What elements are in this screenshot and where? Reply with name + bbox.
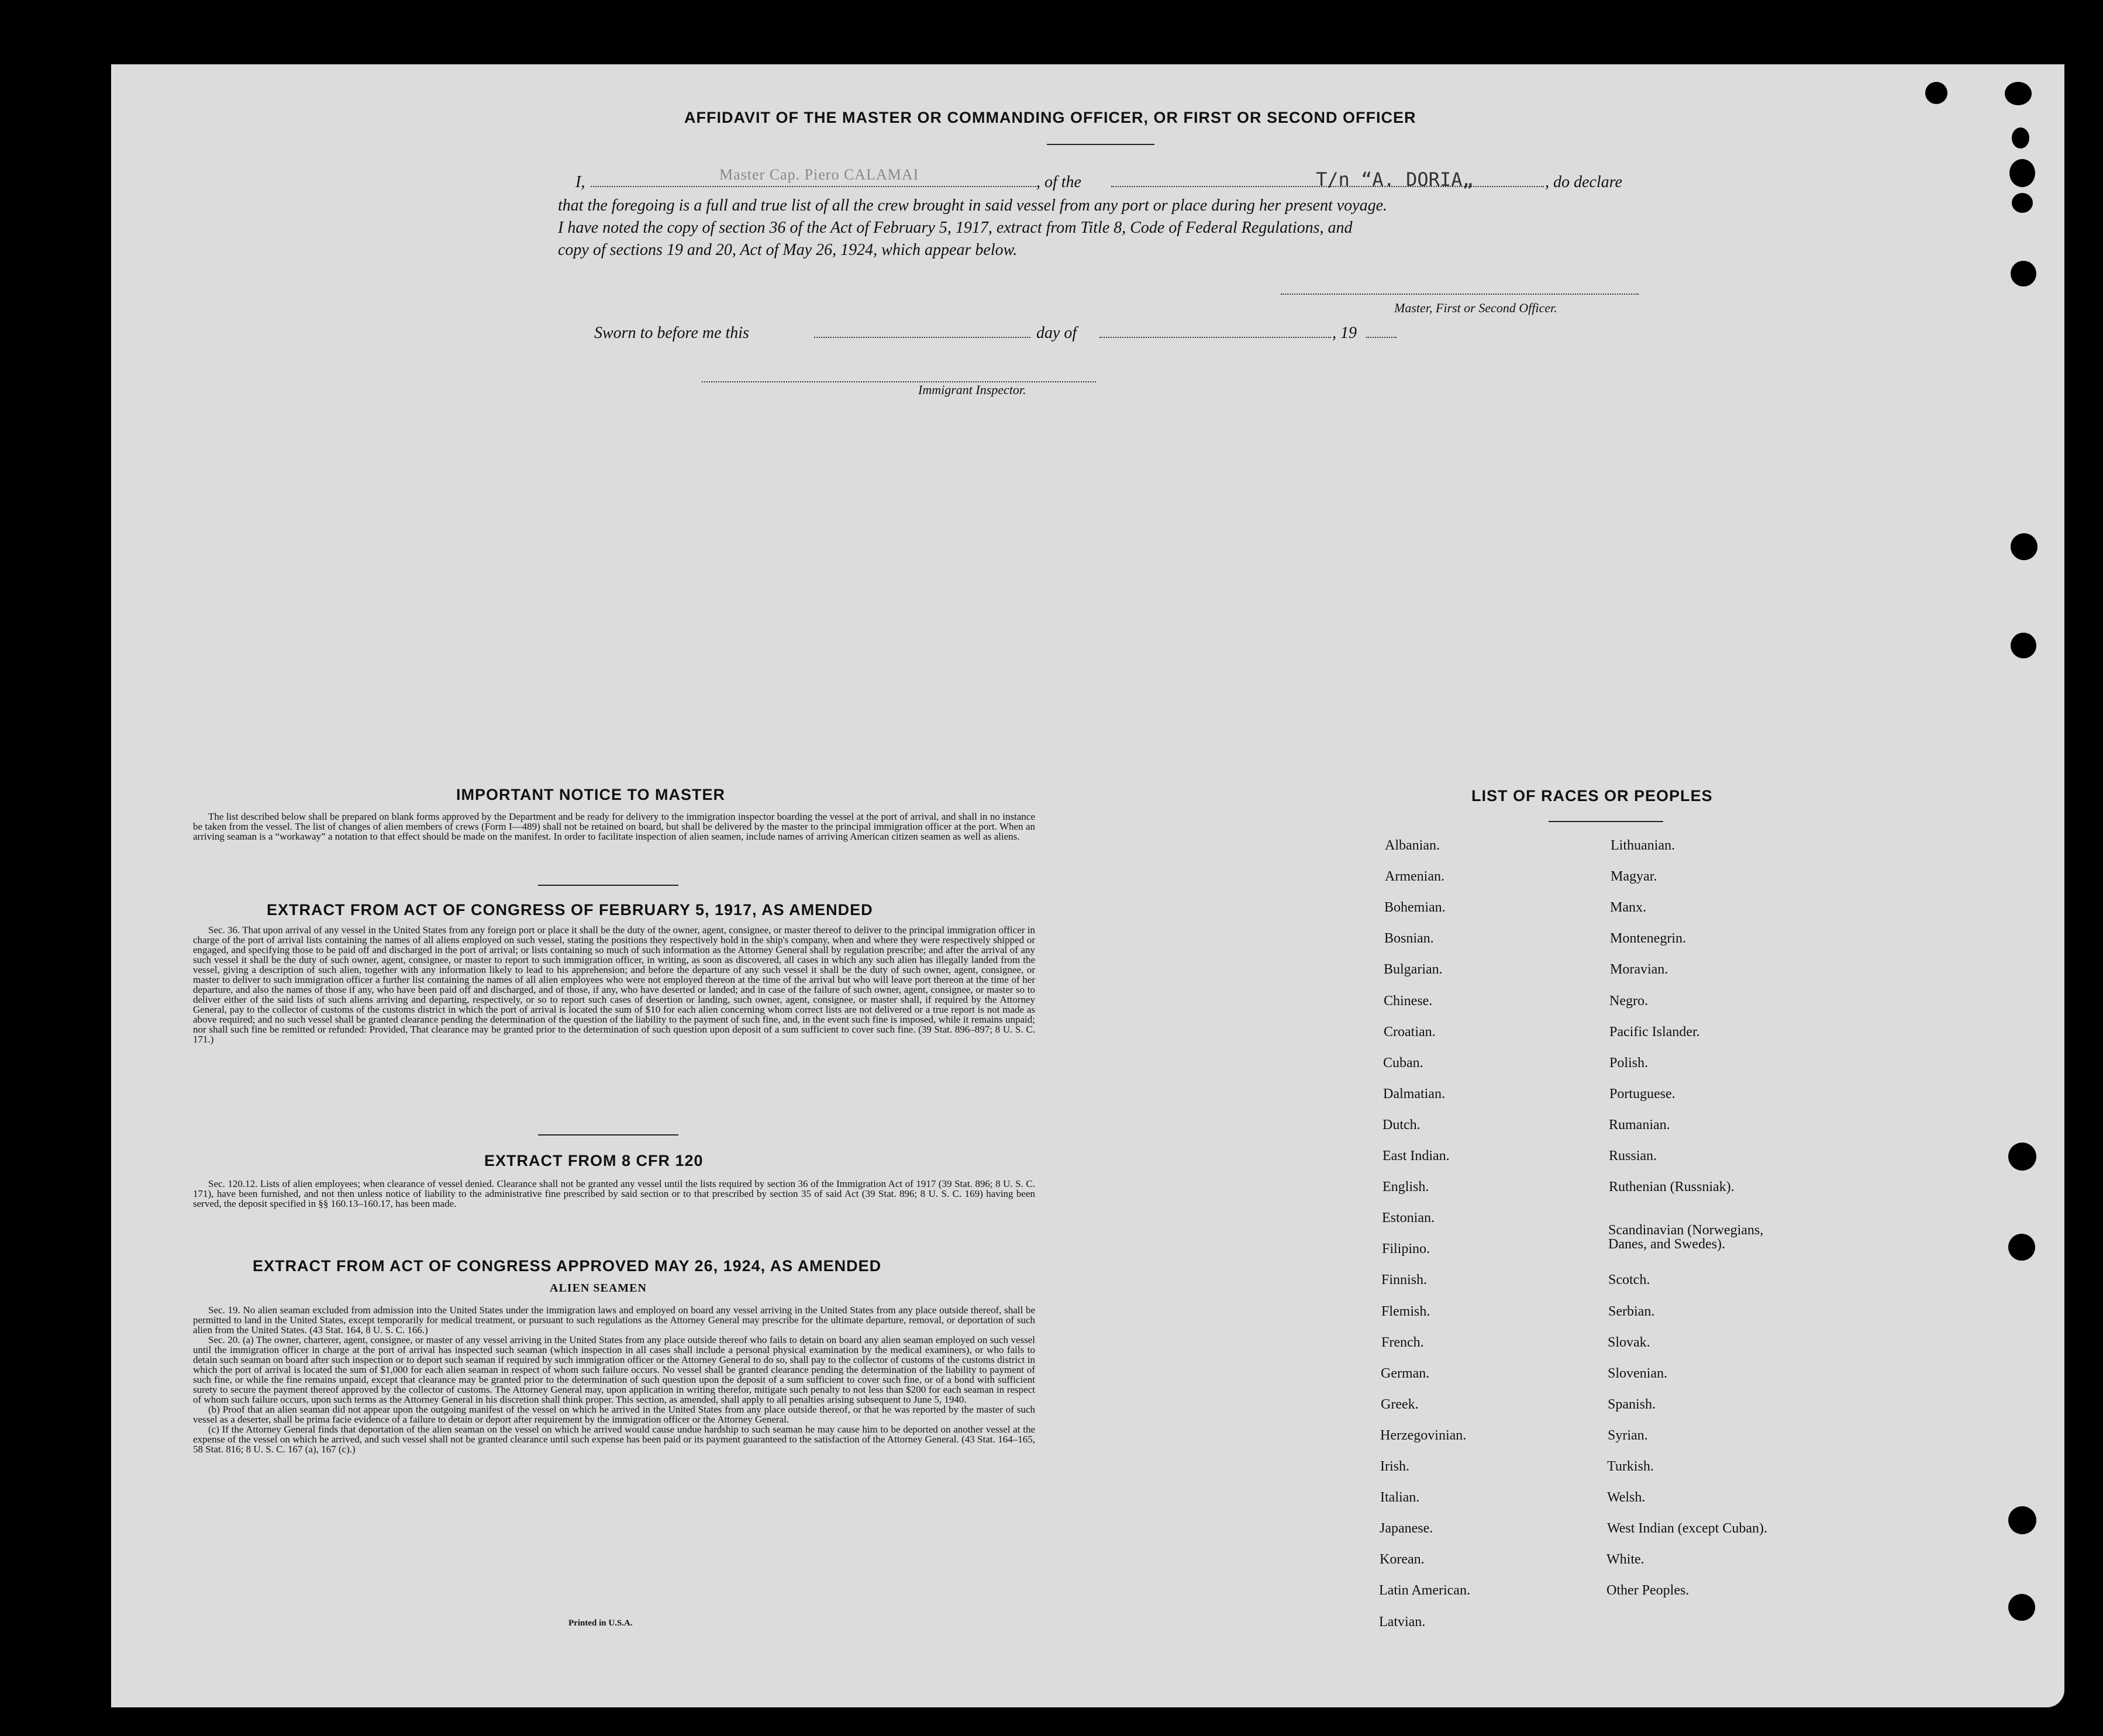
binder-hole: [2012, 127, 2029, 149]
race-item: Negro.: [1609, 993, 1648, 1009]
section-36-paragraph: Sec. 36. That upon arrival of any vessel in the United States from any foreign port or place it shall be the duty of the owner, agent, consignee, or master thereof to deliver to the principal immigration officer in charge of the port of arrival lists containing the names of all aliens employed on such vessel, stating the positions they respectively hold in the ship's company, when and where they were respectively shipped or engaged, and specifying those to be paid off and discharged in the port of arrival; or lists containing so much of such information as the Attorney General shall by regulation prescribe; and after the arrival of any such vessel it shall be the duty of such owner, agent, consignee, or master to report to such immigration officer, in writing, as soon as discovered, all cases in which any such alien has illegally landed from the vessel, giving a description of such alien, together with any information likely to lead to his apprehension; and before the departure of any such vessel it shall be the duty of such owner, agent, consignee, or master to deliver to such immigration officer a further list containing the names of all alien employees who were not employed thereon at the time of the arrival but who will leave port thereon at the time of her departure, and also the names of those if any, who have been paid off and discharged, and of those, if any, who have deserted or landed; and in case of the failure of such owner, agent, consignee, or master so to deliver either of the said lists of such aliens arriving and departing, respectively, or so to report such cases of desertion or landing, such owner, agent, consignee, or master shall, if required by the Attorney General, pay to the collector of customs of the customs district in which the port of arrival is located the sum of $10 for each alien concerning whom correct lists are not delivered or a true report is not made as above required; and no such vessel shall be granted clearance pending the determination of the question of the liability to the payment of such fine, and, in the event such fine is imposed, while it remains unpaid; nor shall such fine be remitted or refunded: Provided, That clearance may be granted prior to the determination of such question upon deposit of a sum sufficient to cover such fine. (39 Stat. 896–897; 8 U. S. C. 171.): [193, 924, 1035, 1045]
binder-hole: [2005, 82, 2032, 105]
declare-label: , do declare: [1545, 173, 1622, 191]
section-paragraph: Sec. 19. No alien seaman excluded from admission into the United States under the immigration laws and employed on board any vessel arriving in the United States from any place outside thereof, shall be permitted to land in the United States, except temporarily for medical treatment, or pursuant to such regulations as the Attorney General may prescribe for the ultimate departure, removal, or deportation of such alien from the United States. (43 Stat. 164, 8 U. S. C. 166.): [193, 1304, 1035, 1335]
master-name-dotted-line: [591, 186, 1039, 187]
binder-hole: [2011, 261, 2036, 287]
race-item: Slovenian.: [1608, 1366, 1667, 1381]
notice-title: IMPORTANT NOTICE TO MASTER: [456, 786, 725, 803]
declaration-line-4: copy of sections 19 and 20, Act of May 26, 1924, which appear below.: [558, 241, 1018, 259]
race-item: Turkish.: [1607, 1459, 1654, 1474]
vessel-name-value[interactable]: T/n “A. DORIA„: [1316, 168, 1474, 191]
race-item: French.: [1381, 1335, 1424, 1350]
extract-1924-title: EXTRACT FROM ACT OF CONGRESS APPROVED MAY 26, 1924, AS AMENDED: [253, 1257, 882, 1275]
form-sheet: [111, 64, 2064, 1707]
races-title: LIST OF RACES OR PEOPLES: [1471, 787, 1713, 805]
of-the-label: , of the: [1036, 173, 1081, 191]
binder-hole: [2011, 633, 2036, 658]
race-item: Welsh.: [1607, 1490, 1646, 1505]
race-item: Japanese.: [1380, 1521, 1433, 1536]
extract-1917-title: EXTRACT FROM ACT OF CONGRESS OF FEBRUARY 5, 1917, AS AMENDED: [267, 901, 873, 919]
sworn-year-line[interactable]: [1366, 337, 1397, 338]
race-item: Latvian.: [1379, 1614, 1426, 1630]
race-item: Armenian.: [1385, 869, 1444, 884]
race-item: Albanian.: [1385, 838, 1440, 853]
race-item: Portuguese.: [1609, 1086, 1675, 1102]
inspector-label: Immigrant Inspector.: [918, 382, 1026, 397]
race-item: Scotch.: [1608, 1272, 1650, 1288]
extract-cfr-title: EXTRACT FROM 8 CFR 120: [484, 1152, 704, 1169]
binder-hole: [2008, 1594, 2035, 1621]
title-underline: [1047, 144, 1154, 145]
race-item: Magyar.: [1611, 869, 1657, 884]
race-item: Cuban.: [1383, 1055, 1423, 1071]
race-item: Bohemian.: [1384, 900, 1446, 915]
day-of-label: day of: [1036, 324, 1077, 342]
race-item: German.: [1381, 1366, 1430, 1381]
binder-hole: [2008, 1143, 2036, 1171]
sworn-label: Sworn to before me this: [594, 324, 749, 342]
binder-hole: [2012, 193, 2033, 213]
divider: [538, 885, 678, 886]
race-item: West Indian (except Cuban).: [1607, 1521, 1767, 1536]
binder-hole: [2008, 1506, 2036, 1534]
alien-seamen-subtitle: ALIEN SEAMEN: [550, 1282, 647, 1295]
race-item: Greek.: [1381, 1397, 1419, 1412]
notice-paragraph: The list described below shall be prepared on blank forms approved by the Department and be ready for delivery to the immigration inspector boarding the vessel at the port of arrival, and shall in no instance be taken from the vessel. The list of changes of alien members of crews (Form I—489) shall not be retained on board, but shall be delivered by the master to the principal immigration officer at the port. When an arriving seaman is a “workaway” a notation to that effect should be made on the manifest. In order to facilitate inspection of alien seamen, include names of arriving American citizen seamen as well as aliens.: [193, 811, 1035, 842]
affidavit-title: AFFIDAVIT OF THE MASTER OR COMMANDING OFFICER, OR FIRST OR SECOND OFFICER: [684, 109, 1416, 126]
race-item: Latin American.: [1379, 1583, 1470, 1598]
race-item: Bosnian.: [1384, 931, 1434, 946]
printed-in-usa: Printed in U.S.A.: [568, 1618, 633, 1628]
race-item: English.: [1383, 1179, 1429, 1195]
race-item: Croatian.: [1384, 1024, 1436, 1040]
race-item: Italian.: [1380, 1490, 1420, 1505]
race-item: Polish.: [1609, 1055, 1649, 1071]
race-item: Filipino.: [1382, 1241, 1430, 1257]
declare-prefix: I,: [575, 173, 585, 191]
race-item: Ruthenian (Russniak).: [1609, 1179, 1735, 1195]
race-item: Slovak.: [1608, 1335, 1650, 1350]
sworn-day-line[interactable]: [814, 337, 1030, 338]
section-paragraph: (b) Proof that an alien seaman did not appear upon the outgoing manifest of the vessel on which he arrived in the United States from any place outside thereof, or that he was reported by the master of such vessel as a deserter, shall be prima facie evidence of a failure to detain or deport after requirement by the immigration officer or the Attorney General.: [193, 1404, 1035, 1425]
inspector-signature-line[interactable]: [702, 381, 1096, 382]
race-item: Bulgarian.: [1384, 962, 1443, 977]
race-item: Manx.: [1610, 900, 1646, 915]
notice-text: [193, 812, 1035, 841]
race-item: Moravian.: [1610, 962, 1668, 977]
race-item: Chinese.: [1384, 993, 1433, 1009]
binder-hole: [2008, 1234, 2035, 1261]
race-item: Montenegrin.: [1610, 931, 1686, 946]
master-signature-line[interactable]: [1281, 294, 1639, 295]
race-item: Finnish.: [1381, 1272, 1428, 1288]
declaration-line-3: I have noted the copy of section 36 of the Act of February 5, 1917, extract from Title 8, Code of Federal Regulations, and: [558, 219, 1353, 237]
race-item: East Indian.: [1383, 1148, 1450, 1164]
section-paragraph: (c) If the Attorney General finds that deportation of the alien seaman on the vessel on which he arrived would cause undue hardship to such seaman he may cause him to be deported on another vessel at the expense of the vessel on which he arrived, and such vessel shall not be granted clearance until such expense has been paid or its payment guaranteed to the satisfaction of the Attorney General. (43 Stat. 164–165, 58 Stat. 816; 8 U. S. C. 167 (a), 167 (c).): [193, 1424, 1035, 1455]
race-item: Irish.: [1380, 1459, 1409, 1474]
binder-hole: [1925, 82, 1947, 104]
race-item: Estonian.: [1382, 1210, 1435, 1226]
section-paragraph: Sec. 20. (a) The owner, charterer, agent, consignee, or master of any vessel arriving in the United States from any place outside thereof who fails to detain on board any alien seaman employed on such vessel until the immigration officer in charge at the port of arrival has inspected such seaman (which inspection in all cases shall include a personal physical examination by the medical examiners), or who fails to detain such seaman on board after such inspection or to deport such seaman if required by such immigration officer or the Attorney General to do so, shall pay to the collector of customs of the customs district in which the port of arrival is located the sum of $1,000 for each alien seaman in respect of whom such failure occurs. No vessel shall be granted clearance pending the determination of the liability to payment of such fine, or while the fine remains unpaid, except that clearance may be granted prior to the determination of such question upon the deposit of a sum sufficient to cover such fine, or of a bond with sufficient surety to secure the payment thereof approved by the collector of customs. The Attorney General may, upon application in writing therefor, mitigate such penalty to not less than $200 for each seaman in respect of whom such failure occurs, upon such terms as the Attorney General in his discretion shall think proper. This section, as amended, shall apply to all penalties arising subsequent to June 5, 1940.: [193, 1334, 1035, 1405]
race-item: Syrian.: [1608, 1428, 1648, 1443]
race-item: Serbian.: [1608, 1304, 1655, 1319]
divider: [538, 1134, 678, 1136]
sworn-month-line[interactable]: [1099, 337, 1331, 338]
race-item: Dutch.: [1383, 1117, 1421, 1133]
race-item: Flemish.: [1381, 1304, 1430, 1319]
race-item: Other Peoples.: [1606, 1583, 1690, 1598]
extract-1924-text: [193, 1305, 1035, 1454]
binder-hole: [2009, 159, 2035, 187]
extract-1917-text: [193, 925, 1035, 1044]
race-item: White.: [1606, 1552, 1645, 1567]
extract-cfr-text: [193, 1179, 1035, 1209]
race-item: Korean.: [1380, 1552, 1425, 1567]
race-item: Herzegovinian.: [1380, 1428, 1467, 1443]
declaration-line-2: that the foregoing is a full and true list of all the crew brought in said vessel from any port or place during her present voyage.: [558, 196, 1388, 215]
race-item: Pacific Islander.: [1609, 1024, 1700, 1040]
race-item: Russian.: [1609, 1148, 1657, 1164]
year-label: , 19: [1332, 324, 1357, 342]
race-item: Spanish.: [1608, 1397, 1656, 1412]
master-signature-label: Master, First or Second Officer.: [1394, 301, 1557, 315]
binder-hole: [2011, 533, 2038, 560]
race-item: Rumanian.: [1609, 1117, 1670, 1133]
race-item: Dalmatian.: [1383, 1086, 1445, 1102]
races-title-underline: [1549, 821, 1663, 822]
race-item: Lithuanian.: [1611, 838, 1675, 853]
race-item: Scandinavian (Norwegians, Danes, and Swedes).: [1608, 1223, 1764, 1252]
master-name-value[interactable]: Master Cap. Piero CALAMAI: [719, 166, 919, 183]
section-120-12-paragraph: Sec. 120.12. Lists of alien employees; when clearance of vessel denied. Clearance shall not be granted any vessel until the lists required by section 36 of the Immigration Act of 1917 (39 Stat. 896; 8 U. S. C. 171), have been furnished, and not then unless notice of liability to the administrative fine prescribed by said section or to that prescribed by section 35 of said Act (39 Stat. 896; 8 U. S. C. 169) having been served, the deposit specified in §§ 160.13–160.17, has been made.: [193, 1178, 1035, 1209]
